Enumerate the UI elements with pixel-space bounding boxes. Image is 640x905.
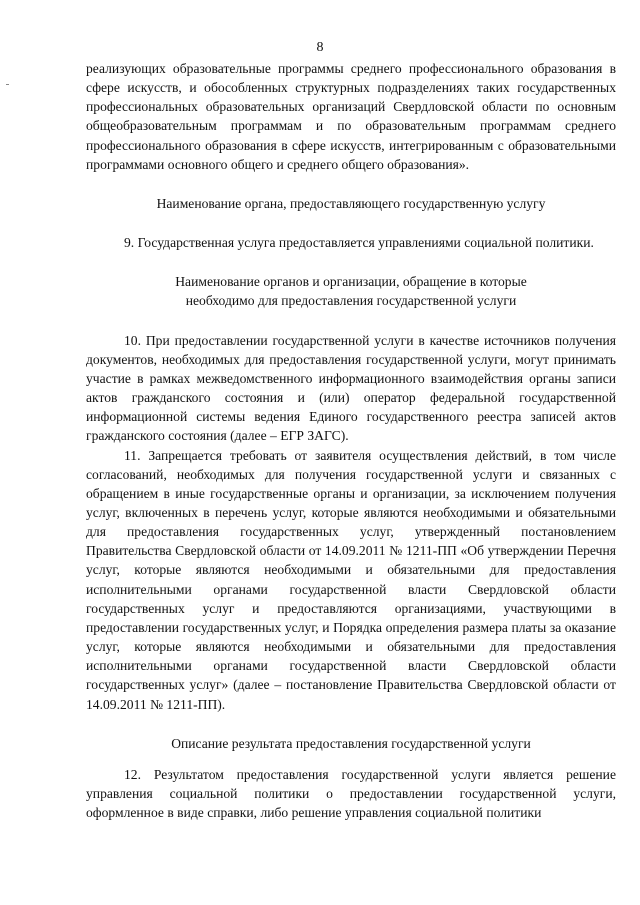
paragraph-intro: реализующих образовательные программы среднего профессионального образования в сфере искусств, и обособленных структурных подразделениях таких государственных профессиональных образовательных организаций Свердловской области по основным общеобразовательным программам и по образовательным программам среднего профессионального образования в сфере искусств, интегрированным с образовательными программами основного общего и среднего общего образования». [86, 61, 616, 172]
paragraph-9: 9. Государственная услуга предоставляется управлениями социальной политики. [124, 235, 594, 251]
heading-result: Описание результата предоставления государственной услуги [171, 735, 531, 751]
page-number: 8 [316, 40, 324, 55]
heading-organizations-line2: необходимо для предоставления государственной услуги [185, 293, 517, 309]
heading-organizations [86, 272, 616, 310]
scan-mark [6, 84, 9, 85]
paragraph-10: 10. При предоставлении государственной услуги в качестве источников получения документов, необходимых для предоставления государственной услуги, могут принимать участие в рамках межведомственного информационного взаимодействия органы записи актов гражданского состояния и (или) оператор федеральной государственной информационной системы ведения Единого государственного реестра записей актов гражданского состояния (далее – ЕГР ЗАГС). [86, 332, 616, 444]
heading-organ: Наименование органа, предоставляющего государственную услугу [156, 195, 546, 211]
document-body [86, 59, 616, 822]
heading-organizations-line1: Наименование органов и организации, обращение в которые [175, 274, 527, 290]
paragraph-12: 12. Результатом предоставления государственной услуги является решение управления социальной политики о предоставлении государственной услуги, оформленное в виде справки, либо решение управления социальной политики [86, 766, 616, 821]
paragraph-11: 11. Запрещается требовать от заявителя осуществления действий, в том числе согласований, необходимых для получения государственной услуги и связанных с обращением в иные государственные органы и организации, за исключением получения услуг, включенных в перечень услуг, которые являются необходимыми и обязательными для предоставления государственных услуг, утвержденный постановлением Правительства Свердловской области от 14.09.2011 № 1211-ПП «Об утверждении Перечня услуг, которые являются необходимыми и обязательными для предоставления исполнительными органами государственной власти Свердловской области государственных услуг и предоставляются организациями, участвующими в предоставлении государственных услуг, и Порядка определения размера платы за оказание услуг, которые являются необходимыми и обязательными для предоставления исполнительными органами государственной власти Свердловской области государственных услуг» (далее – постановление Правительства Свердловской области от 14.09.2011 № 1211-ПП). [86, 447, 616, 712]
